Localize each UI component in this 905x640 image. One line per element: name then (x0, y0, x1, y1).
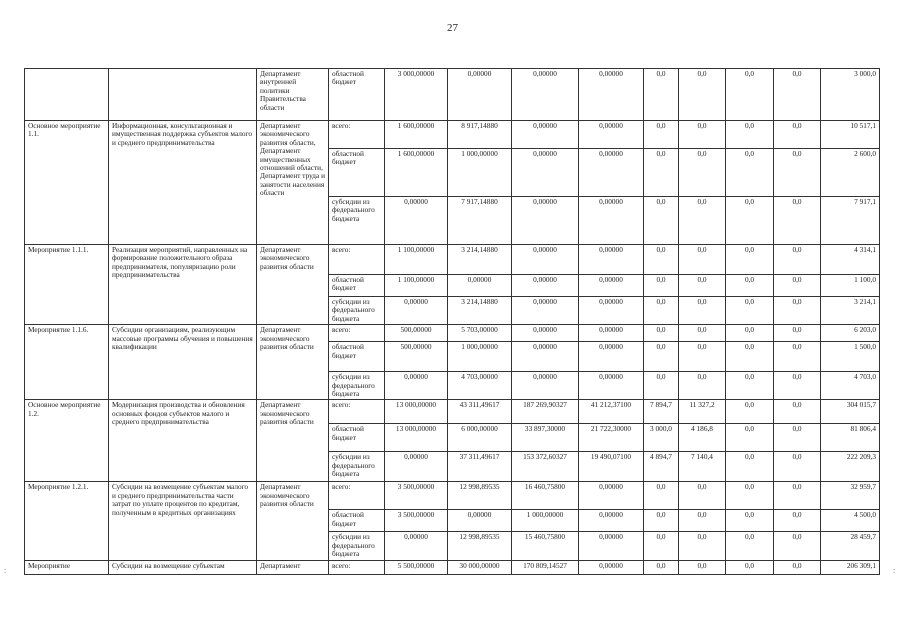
year-value-cell: 0,00000 (512, 197, 579, 245)
funding-source-cell: областной бюджет (329, 275, 385, 297)
year-value-cell: 0,0 (679, 149, 726, 197)
year-value-cell: 19 490,07100 (579, 452, 644, 482)
year-value-cell: 1 100,00000 (385, 275, 448, 297)
funding-source-cell: областной бюджет (329, 424, 385, 452)
table-row (25, 325, 880, 342)
year-value-cell: 0,00000 (385, 372, 448, 400)
year-value-cell: 0,0 (774, 121, 821, 149)
year-value-cell: 0,0 (774, 400, 821, 424)
year-value-cell: 0,00000 (512, 325, 579, 342)
department-cell: Департамент (257, 560, 329, 574)
year-value-cell: 3 000,0 (644, 424, 679, 452)
funding-source-cell: субсидии из федерального бюджета (329, 372, 385, 400)
year-value-cell: 0,00000 (512, 372, 579, 400)
year-value-cell: 0,0 (774, 510, 821, 532)
year-value-cell: 0,00000 (579, 275, 644, 297)
year-value-cell: 3 214,14880 (448, 297, 512, 325)
year-value-cell: 0,0 (644, 69, 679, 121)
total-value-cell: 2 600,0 (821, 149, 880, 197)
page-number: 27 (447, 22, 458, 34)
total-value-cell: 1 500,0 (821, 342, 880, 372)
year-value-cell: 0,0 (726, 424, 774, 452)
year-value-cell: 3 214,14880 (448, 245, 512, 275)
measure-code-cell: Мероприятие 1.1.1. (25, 245, 109, 325)
funding-source-cell: областной бюджет (329, 342, 385, 372)
year-value-cell: 0,00000 (579, 325, 644, 342)
year-value-cell: 0,00000 (579, 197, 644, 245)
year-value-cell: 0,00000 (385, 197, 448, 245)
year-value-cell: 5 500,00000 (385, 560, 448, 574)
measure-name-cell: Субсидии на возмещение субъектам (109, 560, 257, 574)
year-value-cell: 0,00000 (579, 245, 644, 275)
year-value-cell: 0,0 (726, 532, 774, 560)
year-value-cell: 0,0 (774, 325, 821, 342)
year-value-cell: 0,0 (679, 510, 726, 532)
funding-source-cell: субсидии из федерального бюджета (329, 297, 385, 325)
year-value-cell: 0,00000 (385, 532, 448, 560)
year-value-cell: 170 809,14527 (512, 560, 579, 574)
year-value-cell: 0,00000 (512, 245, 579, 275)
total-value-cell: 3 000,0 (821, 69, 880, 121)
year-value-cell: 3 500,00000 (385, 482, 448, 510)
total-value-cell: 81 806,4 (821, 424, 880, 452)
year-value-cell: 21 722,30000 (579, 424, 644, 452)
year-value-cell: 7 917,14880 (448, 197, 512, 245)
year-value-cell: 0,0 (644, 245, 679, 275)
year-value-cell: 5 703,00000 (448, 325, 512, 342)
funding-source-cell: всего: (329, 325, 385, 342)
year-value-cell: 0,0 (726, 149, 774, 197)
year-value-cell: 3 500,00000 (385, 510, 448, 532)
year-value-cell: 0,0 (644, 275, 679, 297)
year-value-cell: 30 000,00000 (448, 560, 512, 574)
year-value-cell: 0,0 (679, 69, 726, 121)
year-value-cell: 33 897,30000 (512, 424, 579, 452)
year-value-cell: 0,0 (644, 325, 679, 342)
funding-source-cell: всего: (329, 560, 385, 574)
year-value-cell: 0,0 (679, 532, 726, 560)
year-value-cell: 0,00000 (579, 121, 644, 149)
year-value-cell: 4 894,7 (644, 452, 679, 482)
total-value-cell: 4 314,1 (821, 245, 880, 275)
funding-source-cell: субсидии из федерального бюджета (329, 197, 385, 245)
year-value-cell: 0,00000 (579, 560, 644, 574)
year-value-cell: 0,00000 (512, 121, 579, 149)
year-value-cell: 0,0 (726, 245, 774, 275)
measure-code-cell (25, 69, 109, 121)
year-value-cell: 12 998,89535 (448, 532, 512, 560)
total-value-cell: 222 209,3 (821, 452, 880, 482)
year-value-cell: 7 894,7 (644, 400, 679, 424)
year-value-cell: 0,0 (774, 452, 821, 482)
funding-source-cell: областной бюджет (329, 69, 385, 121)
year-value-cell: 0,00000 (579, 69, 644, 121)
year-value-cell: 13 000,00000 (385, 400, 448, 424)
year-value-cell: 0,00000 (385, 297, 448, 325)
year-value-cell: 0,0 (726, 452, 774, 482)
year-value-cell: 0,0 (644, 482, 679, 510)
year-value-cell: 0,0 (679, 482, 726, 510)
year-value-cell: 12 998,89535 (448, 482, 512, 510)
edge-mark-left: : (4, 566, 7, 575)
total-value-cell: 3 214,1 (821, 297, 880, 325)
year-value-cell: 13 000,00000 (385, 424, 448, 452)
year-value-cell: 7 140,4 (679, 452, 726, 482)
year-value-cell: 0,0 (644, 197, 679, 245)
year-value-cell: 0,00000 (579, 149, 644, 197)
measure-code-cell: Мероприятие 1.2.1. (25, 482, 109, 560)
department-cell: Департамент экономического развития области (257, 400, 329, 482)
year-value-cell: 500,00000 (385, 325, 448, 342)
year-value-cell: 187 269,90327 (512, 400, 579, 424)
year-value-cell: 500,00000 (385, 342, 448, 372)
year-value-cell: 0,0 (774, 275, 821, 297)
year-value-cell: 0,0 (726, 121, 774, 149)
year-value-cell: 0,0 (679, 342, 726, 372)
measure-name-cell: Информационная, консультационная и имущественная поддержка субъектов малого и среднего предпринимательства (109, 121, 257, 245)
year-value-cell: 0,0 (726, 69, 774, 121)
year-value-cell: 0,00000 (579, 532, 644, 560)
year-value-cell: 0,0 (644, 297, 679, 325)
year-value-cell: 0,0 (774, 372, 821, 400)
department-cell: Департамент внутренней политики Правительства области (257, 69, 329, 121)
year-value-cell: 0,0 (644, 560, 679, 574)
year-value-cell: 0,00000 (512, 69, 579, 121)
total-value-cell: 28 459,7 (821, 532, 880, 560)
measure-name-cell: Модернизация производства и обновления основных фондов субъектов малого и среднего предпринимательства (109, 400, 257, 482)
year-value-cell: 16 460,75800 (512, 482, 579, 510)
year-value-cell: 0,00000 (579, 297, 644, 325)
year-value-cell: 0,0 (679, 297, 726, 325)
funding-source-cell: всего: (329, 121, 385, 149)
funding-source-cell: субсидии из федерального бюджета (329, 532, 385, 560)
funding-source-cell: всего: (329, 245, 385, 275)
year-value-cell: 0,0 (774, 560, 821, 574)
year-value-cell: 0,0 (726, 560, 774, 574)
year-value-cell: 0,00000 (512, 275, 579, 297)
total-value-cell: 7 917,1 (821, 197, 880, 245)
year-value-cell: 0,00000 (579, 342, 644, 372)
year-value-cell: 0,0 (679, 275, 726, 297)
year-value-cell: 0,0 (679, 372, 726, 400)
year-value-cell: 43 311,49617 (448, 400, 512, 424)
total-value-cell: 32 959,7 (821, 482, 880, 510)
measure-code-cell: Мероприятие 1.1.6. (25, 325, 109, 400)
year-value-cell: 0,00000 (579, 482, 644, 510)
table-row (25, 245, 880, 275)
year-value-cell: 0,0 (679, 245, 726, 275)
table-row (25, 69, 880, 121)
total-value-cell: 304 015,7 (821, 400, 880, 424)
budget-table (24, 68, 880, 575)
department-cell: Департамент экономического развития области (257, 325, 329, 400)
year-value-cell: 0,0 (644, 532, 679, 560)
year-value-cell: 0,00000 (512, 342, 579, 372)
year-value-cell: 0,00000 (448, 275, 512, 297)
year-value-cell: 15 460,75800 (512, 532, 579, 560)
measure-code-cell: Основное мероприятие 1.1. (25, 121, 109, 245)
department-cell: Департамент экономического развития области (257, 245, 329, 325)
year-value-cell: 0,0 (774, 532, 821, 560)
total-value-cell: 10 517,1 (821, 121, 880, 149)
year-value-cell: 11 327,2 (679, 400, 726, 424)
edge-mark-right: : (893, 566, 896, 575)
year-value-cell: 0,0 (726, 482, 774, 510)
measure-code-cell: Мероприятие (25, 560, 109, 574)
year-value-cell: 0,00000 (579, 372, 644, 400)
year-value-cell: 4 703,00000 (448, 372, 512, 400)
year-value-cell: 0,0 (774, 69, 821, 121)
measure-name-cell: Реализация мероприятий, направленных на формирование положительного образа предпринимателя, популяризацию роли предпринимательства (109, 245, 257, 325)
measure-code-cell: Основное мероприятие 1.2. (25, 400, 109, 482)
funding-source-cell: областной бюджет (329, 510, 385, 532)
year-value-cell: 41 212,37100 (579, 400, 644, 424)
table-row (25, 482, 880, 510)
year-value-cell: 153 372,60327 (512, 452, 579, 482)
total-value-cell: 1 100,0 (821, 275, 880, 297)
year-value-cell: 0,0 (726, 197, 774, 245)
funding-source-cell: всего: (329, 482, 385, 510)
year-value-cell: 4 186,8 (679, 424, 726, 452)
year-value-cell: 6 000,00000 (448, 424, 512, 452)
year-value-cell: 0,00000 (512, 149, 579, 197)
year-value-cell: 1 000,00000 (512, 510, 579, 532)
year-value-cell: 0,0 (774, 342, 821, 372)
year-value-cell: 0,00000 (385, 452, 448, 482)
year-value-cell: 0,00000 (448, 69, 512, 121)
year-value-cell: 0,0 (726, 400, 774, 424)
funding-source-cell: субсидии из федерального бюджета (329, 452, 385, 482)
year-value-cell: 0,0 (726, 275, 774, 297)
measure-name-cell: Субсидии на возмещение субъектам малого и среднего предпринимательства части затрат по уплате процентов по кредитам, полученным в кредитных организациях (109, 482, 257, 560)
measure-name-cell: Субсидии организациям, реализующим массовые программы обучения и повышения квалификации (109, 325, 257, 400)
total-value-cell: 4 500,0 (821, 510, 880, 532)
measure-name-cell (109, 69, 257, 121)
year-value-cell: 37 311,49617 (448, 452, 512, 482)
year-value-cell: 0,0 (679, 197, 726, 245)
total-value-cell: 206 309,1 (821, 560, 880, 574)
year-value-cell: 0,0 (644, 372, 679, 400)
department-cell: Департамент экономического развития области (257, 482, 329, 560)
total-value-cell: 4 703,0 (821, 372, 880, 400)
year-value-cell: 0,0 (679, 560, 726, 574)
year-value-cell: 0,0 (644, 510, 679, 532)
department-cell: Департамент экономического развития области, Департамент имущественных отношений области, Департамент труда и занятости населения области (257, 121, 329, 245)
year-value-cell: 1 600,00000 (385, 121, 448, 149)
year-value-cell: 0,0 (726, 510, 774, 532)
total-value-cell: 6 203,0 (821, 325, 880, 342)
table-row (25, 560, 880, 574)
year-value-cell: 0,0 (774, 245, 821, 275)
year-value-cell: 0,0 (774, 149, 821, 197)
table-row (25, 400, 880, 424)
year-value-cell: 0,0 (644, 149, 679, 197)
year-value-cell: 0,0 (644, 121, 679, 149)
funding-source-cell: всего: (329, 400, 385, 424)
year-value-cell: 0,00000 (448, 510, 512, 532)
year-value-cell: 1 000,00000 (448, 342, 512, 372)
year-value-cell: 0,0 (679, 325, 726, 342)
year-value-cell: 3 000,00000 (385, 69, 448, 121)
year-value-cell: 0,00000 (579, 510, 644, 532)
funding-source-cell: областной бюджет (329, 149, 385, 197)
year-value-cell: 0,0 (644, 342, 679, 372)
year-value-cell: 0,0 (726, 372, 774, 400)
year-value-cell: 0,0 (774, 482, 821, 510)
year-value-cell: 1 000,00000 (448, 149, 512, 197)
year-value-cell: 1 600,00000 (385, 149, 448, 197)
year-value-cell: 0,0 (774, 297, 821, 325)
year-value-cell: 8 917,14880 (448, 121, 512, 149)
year-value-cell: 0,0 (726, 325, 774, 342)
year-value-cell: 0,0 (726, 297, 774, 325)
year-value-cell: 0,0 (726, 342, 774, 372)
year-value-cell: 1 100,00000 (385, 245, 448, 275)
year-value-cell: 0,0 (774, 197, 821, 245)
table-row (25, 121, 880, 149)
year-value-cell: 0,00000 (512, 297, 579, 325)
year-value-cell: 0,0 (774, 424, 821, 452)
year-value-cell: 0,0 (679, 121, 726, 149)
